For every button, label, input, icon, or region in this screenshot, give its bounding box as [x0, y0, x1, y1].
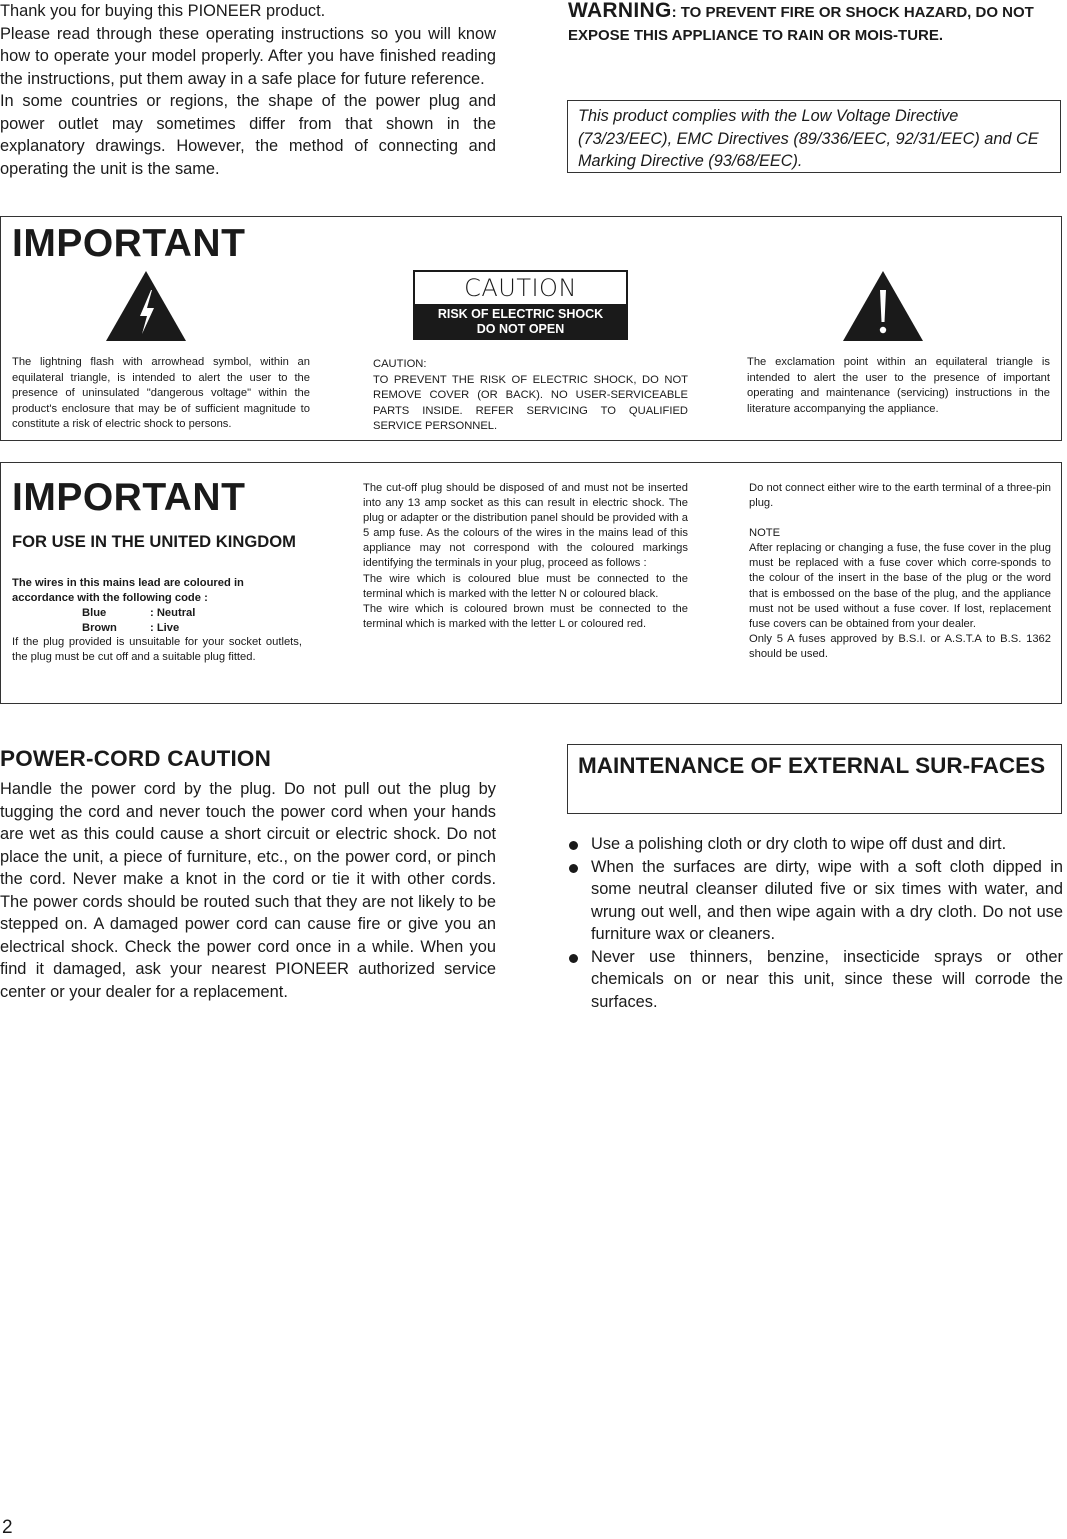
wire-meaning: : Neutral [150, 607, 196, 619]
caution-label [413, 270, 628, 340]
lightning-description: The lightning flash with arrowhead symbol, within an equilateral triangle, is intended to alert the user to the presence of uninsulated "dangerous voltage" within the product's enclosure that may be of sufficient magnitude to constitute a risk of electric shock to persons. [12, 356, 310, 430]
intro-plug-shape: In some countries or regions, the shape of the power plug and power outlet may sometimes differ from that shown in the explanatory drawings. However, the method of connecting and operating the unit is the same. [0, 92, 496, 178]
list-item [567, 856, 1063, 946]
blue-wire-text: The wire which is coloured blue must be connected to the terminal which is marked with the letter N or coloured black. [363, 572, 688, 600]
wire-row-brown [82, 621, 282, 636]
plug-unsuitable-text: If the plug provided is unsuitable for your socket outlets, the plug must be cut off and a suitable plug fitted. [12, 636, 302, 663]
intro-thanks: Thank you for buying this PIONEER product. [0, 2, 326, 20]
approved-fuse-text: Only 5 A fuses approved by B.S.I. or A.S.T.A to B.S. 1362 should be used. [749, 632, 1051, 660]
important-title: IMPORTANT [12, 222, 246, 265]
caution-text: TO PREVENT THE RISK OF ELECTRIC SHOCK, DO NOT REMOVE COVER (OR BACK). NO USER-SERVICEABLE PARTS INSIDE. REFER SERVICING TO QUALIFIED SERVICE PERSONNEL. [373, 373, 688, 432]
warning-text: : TO PREVENT FIRE OR SHOCK HAZARD, DO NOT EXPOSE THIS APPLIANCE TO RAIN OR MOIS-TURE. [568, 4, 1034, 44]
wire-colour: Brown [82, 622, 117, 634]
list-item-text: Use a polishing cloth or dry cloth to wipe off dust and dirt. [591, 835, 1007, 853]
intro-read: Please read through these operating instructions so you will know how to operate your model properly. After you have finished reading the instructions, put them away in a safe place for future reference. [0, 24, 496, 88]
cut-off-plug-text: The cut-off plug should be disposed of and must not be inserted into any 13 amp socket as this can result in electric shock. The plug or adapter or the distribution panel should be provided with a 5 amp fuse. As the colours of the wires in the mains lead of this appliance may not correspond with the coloured markings identifying the terminals in your plug, proceed as follows : [363, 482, 688, 570]
caution-label-top: CAUTION [464, 274, 577, 302]
bullet-icon [569, 954, 578, 963]
exclamation-description: The exclamation point within an equilateral triangle is intended to alert the user to the presence of important operating and maintenance (servicing) instructions in the literature accompanying the appliance. [747, 356, 1050, 415]
page-number: 2 [2, 1517, 13, 1538]
caution-heading: CAUTION: [373, 358, 427, 370]
wires-intro: The wires in this mains lead are coloured in accordance with the following code : [12, 577, 244, 604]
caution-description [373, 357, 688, 435]
list-item-text: When the surfaces are dirty, wipe with a soft cloth dipped in some neutral cleanser diluted five or six times with water, and wrung out well, and then wipe again with a dry cloth. Do not use furniture wax or cleaners. [591, 857, 1063, 943]
bullet-icon [569, 841, 578, 850]
list-item [567, 833, 1063, 856]
wire-meaning: : Live [150, 622, 180, 634]
power-cord-text: Handle the power cord by the plug. Do not pull out the plug by tugging the cord and never touch the power cord when your hands are wet as this could cause a short circuit or electric shock. Do not place the unit, a piece of furniture, etc., on the power cord, or pinch the cord. Never make a knot in the cord or tie it with other cords. The power cords should be routed such that they are not likely to be stepped on. A damaged power cord can cause fire or give you an electrical shock. Check the power cord once in a while. When you find it damaged, ask your nearest PIONEER authorized service center or your dealer for a replacement. [0, 780, 496, 1001]
warning-label: WARNING [568, 0, 672, 22]
bullet-icon [569, 864, 578, 873]
wire-row-blue [82, 606, 282, 621]
uk-subtitle: FOR USE IN THE UNITED KINGDOM [12, 532, 296, 551]
fuse-cover-text: After replacing or changing a fuse, the fuse cover in the plug must be replaced with a fuse cover which corre-sponds to the colour of the insert in the base of the plug or the word that is embossed on the base of the plug, and the appliance must not be used without a fuse cover. If lost, replacement fuse covers can be obtained from your dealer. [749, 542, 1051, 630]
warning-notice [568, 0, 1063, 47]
list-item [567, 946, 1063, 1014]
uk-column-3 [749, 481, 1051, 662]
caution-label-line2: DO NOT OPEN [476, 322, 565, 336]
lightning-warning-icon [105, 270, 187, 342]
compliance-box: This product complies with the Low Voltage Directive (73/23/EEC), EMC Directives (89/336/EEC, 92/31/EEC) and CE Marking Directive (93/68/EEC). [567, 100, 1061, 173]
note-label: NOTE [749, 527, 781, 540]
brown-wire-text: The wire which is coloured brown must be connected to the terminal which is marked with the letter L or coloured red. [363, 602, 688, 630]
uk-column-2 [363, 481, 688, 632]
maintenance-list [567, 833, 1063, 1013]
list-item-text: Never use thinners, benzine, insecticide sprays or other chemicals on or near this unit, since these will corrode the surfaces. [591, 947, 1063, 1011]
exclamation-warning-icon [842, 270, 924, 342]
caution-label-bottom [415, 304, 626, 338]
wire-codes [82, 606, 282, 636]
maintenance-title: MAINTENANCE OF EXTERNAL SUR-FACES [567, 744, 1062, 814]
power-cord-title: POWER-CORD CAUTION [0, 746, 272, 771]
caution-label-line1: RISK OF ELECTRIC SHOCK [437, 307, 604, 321]
wire-colour: Blue [82, 607, 107, 619]
important-uk-title: IMPORTANT [12, 476, 246, 519]
intro-text [0, 0, 496, 180]
earth-terminal-text: Do not connect either wire to the earth terminal of a three-pin plug. [749, 482, 1051, 510]
